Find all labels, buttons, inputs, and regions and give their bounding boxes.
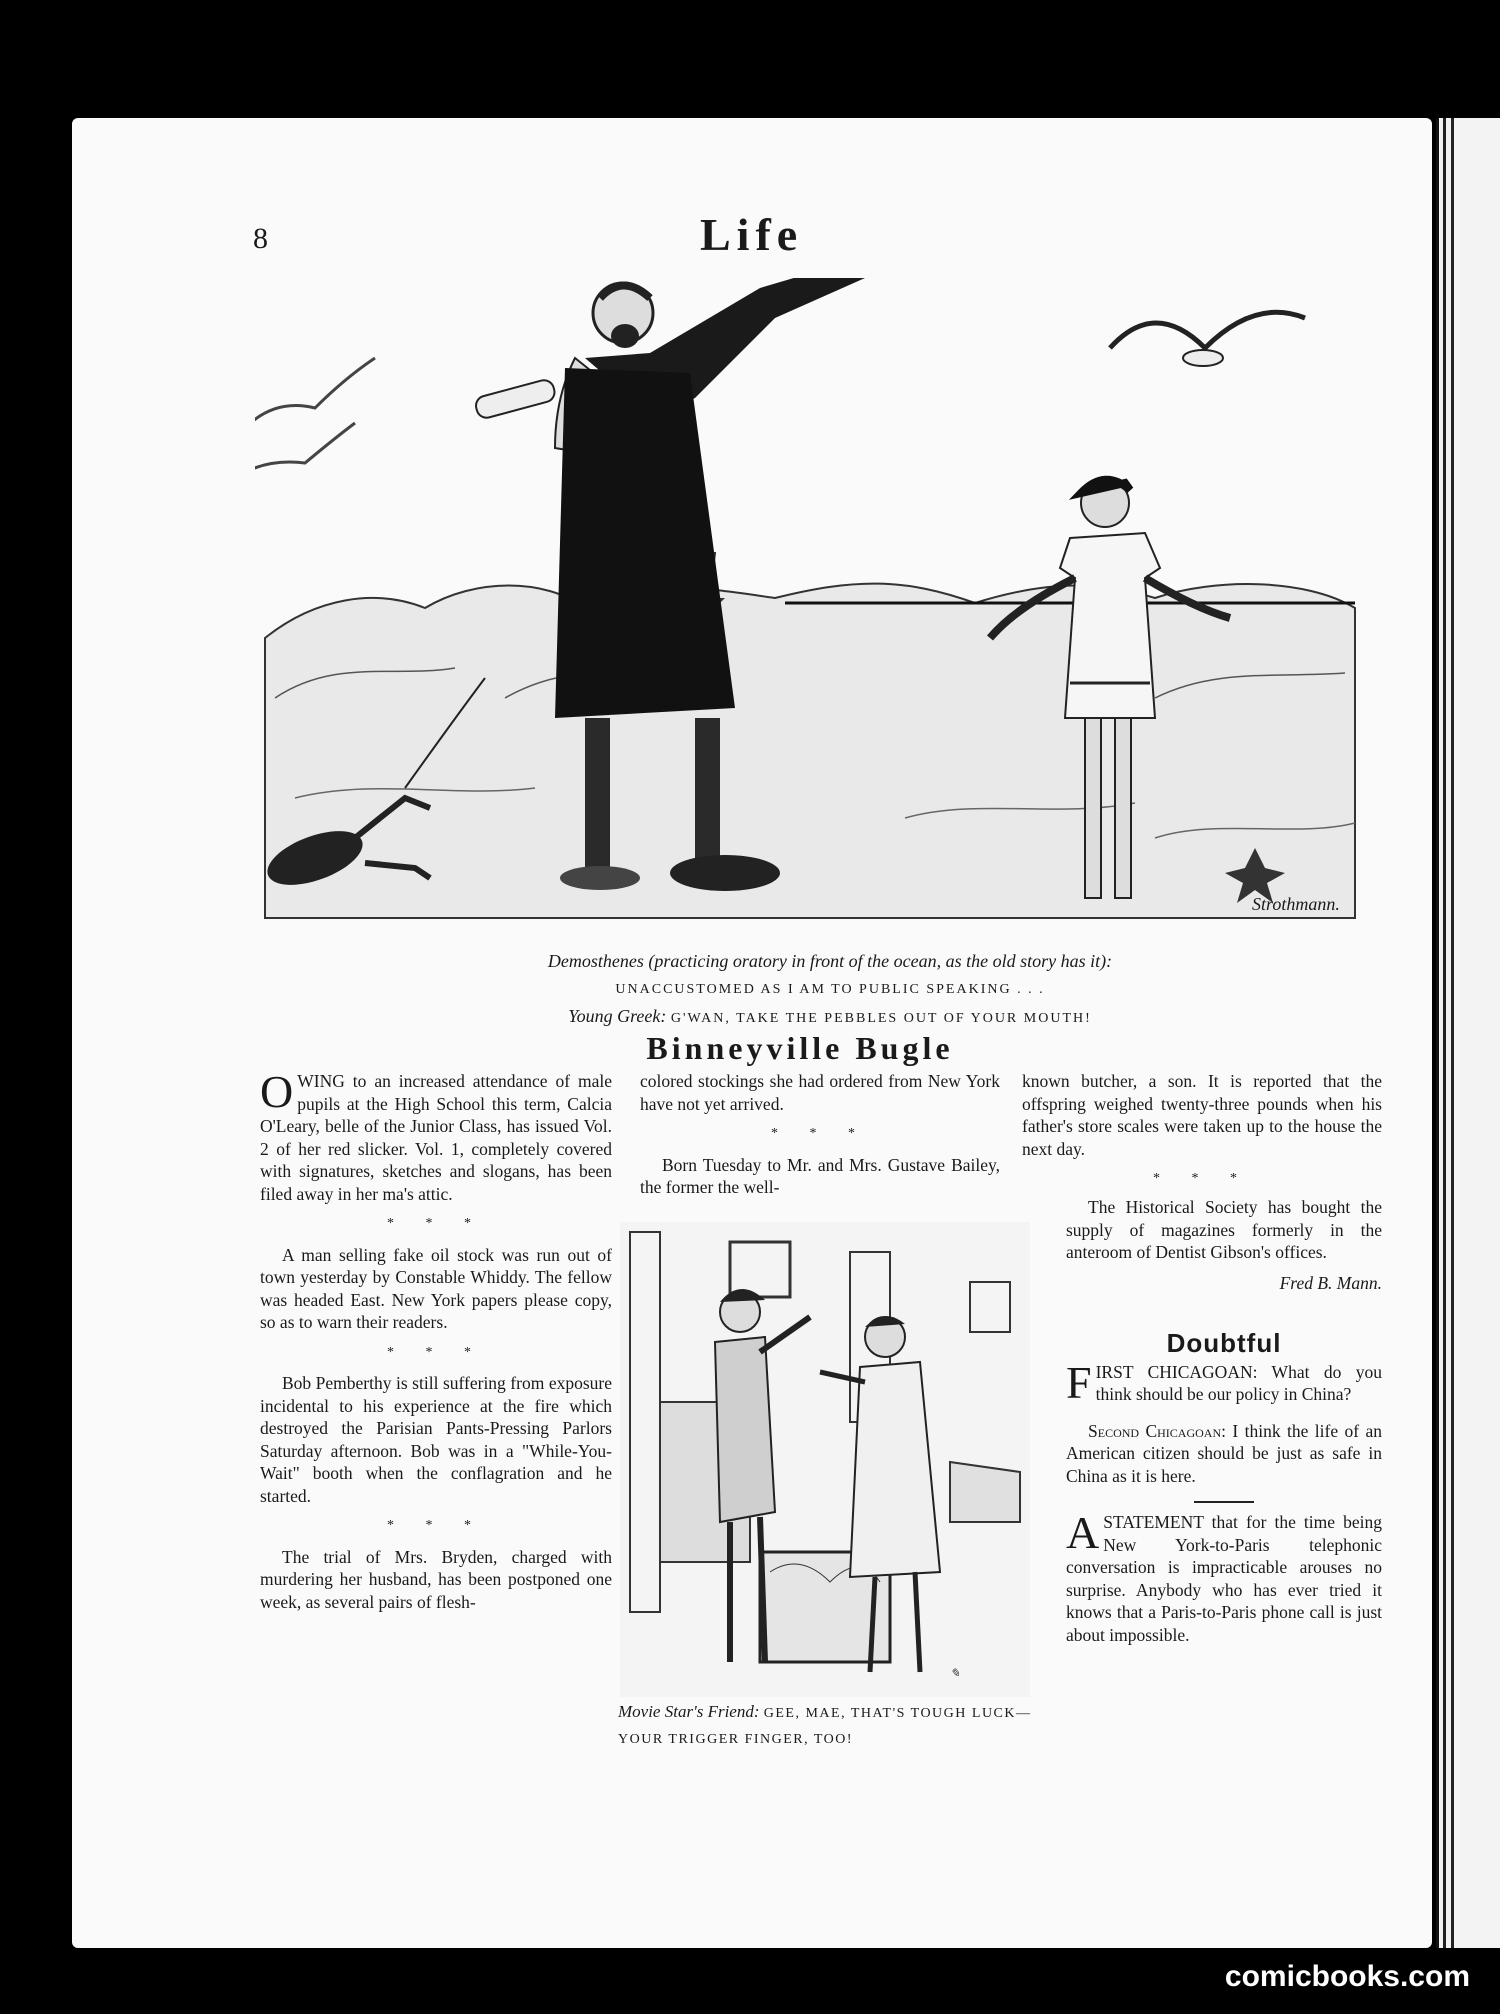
column-1	[260, 1066, 612, 1627]
article-bryden: The trial of Mrs. Bryden, charged with murdering her husband, has been postponed one week, as several pairs of flesh-	[260, 1546, 612, 1612]
caption-line-friend: GEE, MAE, THAT'S TOUGH LUCK—YOUR TRIGGER FINGER, TOO!	[618, 1706, 1032, 1747]
article-pemberthy: Bob Pemberthy is still suffering from exposure incidental to his experience at the fire which destroyed the Parisian Pants-Pressing Parlors Saturday afternoon. Bob was in a "While-You-Wait" booth when the conflagration and he started.	[260, 1373, 612, 1506]
article-owing: WING to an increased attendance of male pupils at the High School this term, Calcia O'Leary, belle of the Junior Class, has issued Vol. 2 of her red slicker. Vol. 1, completely covered with signatures, sketches and slogans, has been filed away in her ma's attic.	[260, 1071, 612, 1204]
site-watermark: comicbooks.com	[1224, 1960, 1470, 1993]
caption-speaker-demosthenes: Demosthenes (practicing oratory in front of the ocean, as the old story has it):	[547, 951, 1113, 971]
speaker-first: IRST CHICAGOAN:	[1095, 1361, 1258, 1382]
column-3	[1022, 1070, 1382, 1199]
article-bryden-cont: colored stockings she had ordered from New York have not yet arrived.	[640, 1071, 1000, 1114]
article-historical-society: The Historical Society has bought the supply of magazines formerly in the anteroom of Dentist Gibson's offices.	[1066, 1197, 1382, 1262]
separator-stars: * * *	[771, 1126, 869, 1141]
doubtful-answer: I think the life of an American citizen should be just as safe in China as it is here.	[1066, 1420, 1382, 1486]
caption-line-demosthenes: UNACCUSTOMED AS I AM TO PUBLIC SPEAKING . . .	[615, 982, 1045, 997]
artist-signature: Strothmann.	[1252, 894, 1340, 914]
doubtful-question: What do you think should be our policy in China?	[1095, 1361, 1382, 1404]
separator-stars: * * *	[387, 1344, 485, 1360]
masthead-title: Life	[700, 209, 804, 260]
drop-cap: F	[1066, 1356, 1092, 1408]
divider-rule	[1194, 1501, 1254, 1503]
doubtful-heading: Doubtful	[1166, 1328, 1282, 1358]
column-4	[1066, 1196, 1382, 1660]
page-number: 8	[253, 222, 268, 255]
caption-speaker-young-greek: Young Greek:	[568, 1006, 667, 1026]
column-2	[640, 1070, 1000, 1213]
drop-cap: A	[1066, 1507, 1100, 1558]
drop-cap: O	[260, 1066, 294, 1117]
caption-line-young-greek: G'WAN, TAKE THE PEBBLES OUT OF YOUR MOUTH!	[670, 1011, 1092, 1026]
caption-speaker-friend: Movie Star's Friend:	[618, 1702, 760, 1721]
separator-stars: * * *	[1153, 1171, 1251, 1186]
bottom-cartoon-caption	[618, 1700, 1033, 1752]
movie-star-cartoon	[620, 1222, 1030, 1697]
speaker-second: Second Chicagoan:	[1088, 1420, 1226, 1441]
article-oil-stock: A man selling fake oil stock was run out of town yesterday by Constable Whiddy. The fellow was headed East. New York papers please copy, so as to warn their readers.	[260, 1244, 612, 1332]
page-spine-shadow	[1435, 0, 1500, 110]
byline-signature: Fred B. Mann.	[1279, 1272, 1382, 1293]
article-bailey-cont: known butcher, a son. It is reported that the offspring weighed twenty-three pounds when his father's store scales were taken up to the house the next day.	[1022, 1071, 1382, 1159]
svg-text:✎: ✎	[950, 1666, 961, 1680]
section-title: Binneyville Bugle	[646, 1030, 954, 1066]
separator-stars: * * *	[387, 1518, 485, 1533]
next-page-edge	[1436, 118, 1500, 1948]
demosthenes-cartoon	[255, 278, 1405, 938]
separator-stars: * * *	[387, 1216, 485, 1231]
top-cartoon-caption	[260, 948, 1400, 1032]
article-bailey: Born Tuesday to Mr. and Mrs. Gustave Bailey, the former the well-	[640, 1154, 1000, 1197]
article-telephone: STATEMENT that for the time being New York-to-Paris telephonic conversation is impracticable arouses no surprise. Anybody who has ever tried it knows that a Paris-to-Paris phone call is just about impossible.	[1066, 1512, 1382, 1645]
